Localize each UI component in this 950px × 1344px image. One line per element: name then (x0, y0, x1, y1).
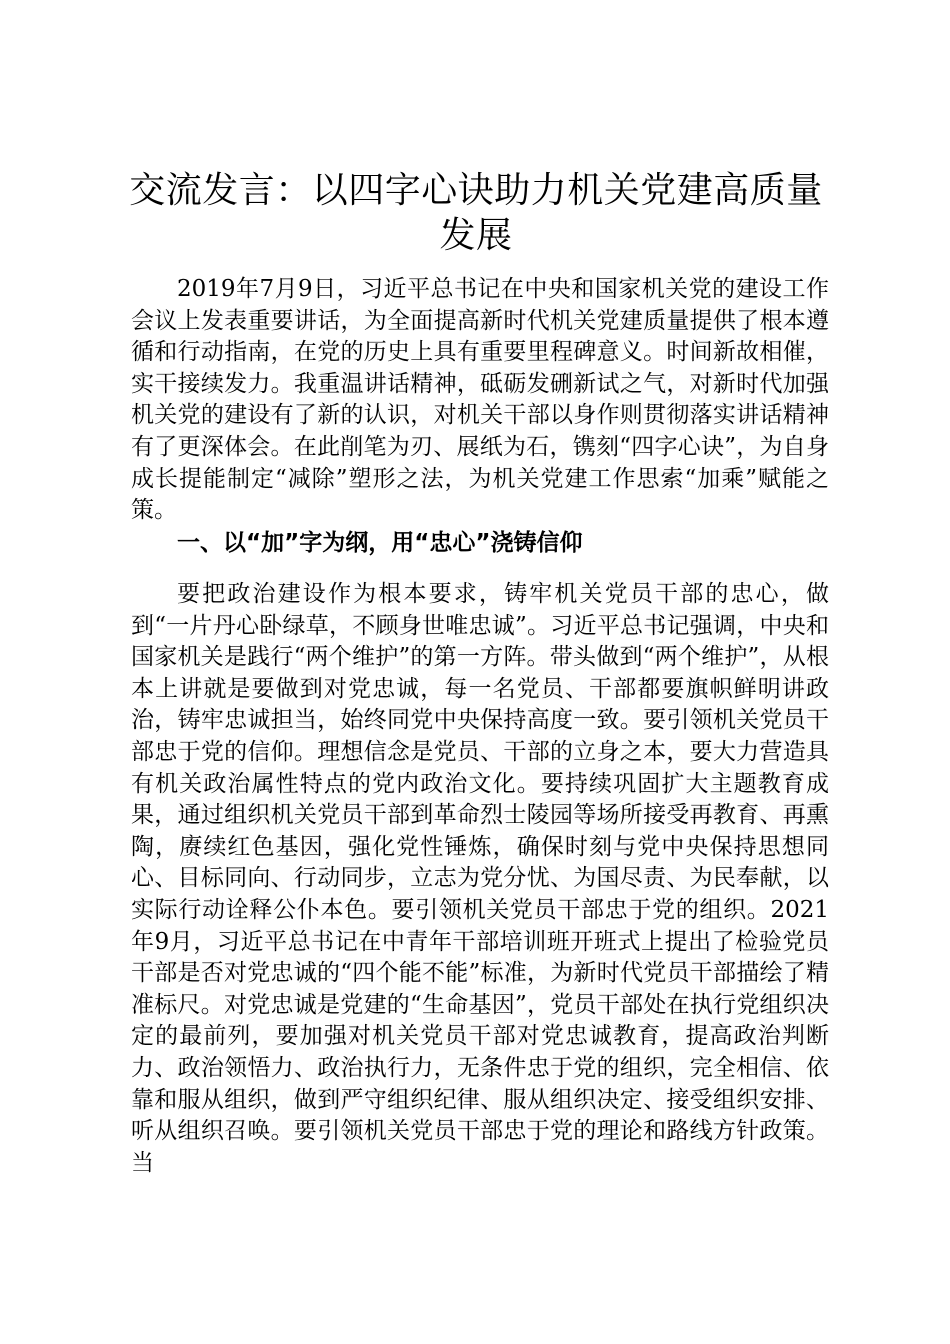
section-heading: 一、以“加”字为纲，用“忠心”浇铸信仰 (177, 530, 583, 556)
intro-paragraph: 2019年7月9日，习近平总书记在中央和国家机关党的建设工作会议上发表重要讲话，为全面提高新时代机关党建质量提供了根本遵循和行动指南，在党的历史上具有重要里程碑意义。时间新故相催，实干接续发力。我重温讲话精神，砥砺发硎新试之气，对新时代加强机关党的建设有了新的认识，对机关干部以身作则贯彻落实讲话精神有了更深体会。在此削笔为刃、展纸为石，镌刻“四字心诀”，为自身成长提能制定“减除”塑形之法，为机关党建工作思索“加乘”赋能之策。 (131, 276, 829, 524)
section-paragraph: 要把政治建设作为根本要求，铸牢机关党员干部的忠心，做到“一片丹心卧绿草，不顾身世唯忠诚”。习近平总书记强调，中央和国家机关是践行“两个维护”的第一方阵。带头做到“两个维护”，从根本上讲就是要做到对党忠诚，每一名党员、干部都要旗帜鲜明讲政治，铸牢忠诚担当，始终同党中央保持高度一致。要引领机关党员干部忠于党的信仰。理想信念是党员、干部的立身之本，要大力营造具有机关政治属性特点的党内政治文化。要持续巩固扩大主题教育成果，通过组织机关党员干部到革命烈士陵园等场所接受再教育、再熏陶，赓续红色基因，强化党性锤炼，确保时刻与党中央保持思想同心、目标同向、行动同步，立志为党分忧、为国尽责、为民奉献，以实际行动诠释公仆本色。要引领机关党员干部忠于党的组织。2021年9月，习近平总书记在中青年干部培训班开班式上提出了检验党员干部是否对党忠诚的“四个能不能”标准，为新时代党员干部描绘了精准标尺。对党忠诚是党建的“生命基因”，党员干部处在执行党组织决定的最前列，要加强对机关党员干部对党忠诚教育，提高政治判断力、政治领悟力、政治执行力，无条件忠于党的组织，完全相信、依靠和服从组织，做到严守组织纪律、服从组织决定、接受组织安排、听从组织召唤。要引领机关党员干部忠于党的理论和路线方针政策。当 (131, 581, 829, 1176)
document-title: 交流发言：以四字心诀助力机关党建高质量发展 (129, 170, 823, 256)
